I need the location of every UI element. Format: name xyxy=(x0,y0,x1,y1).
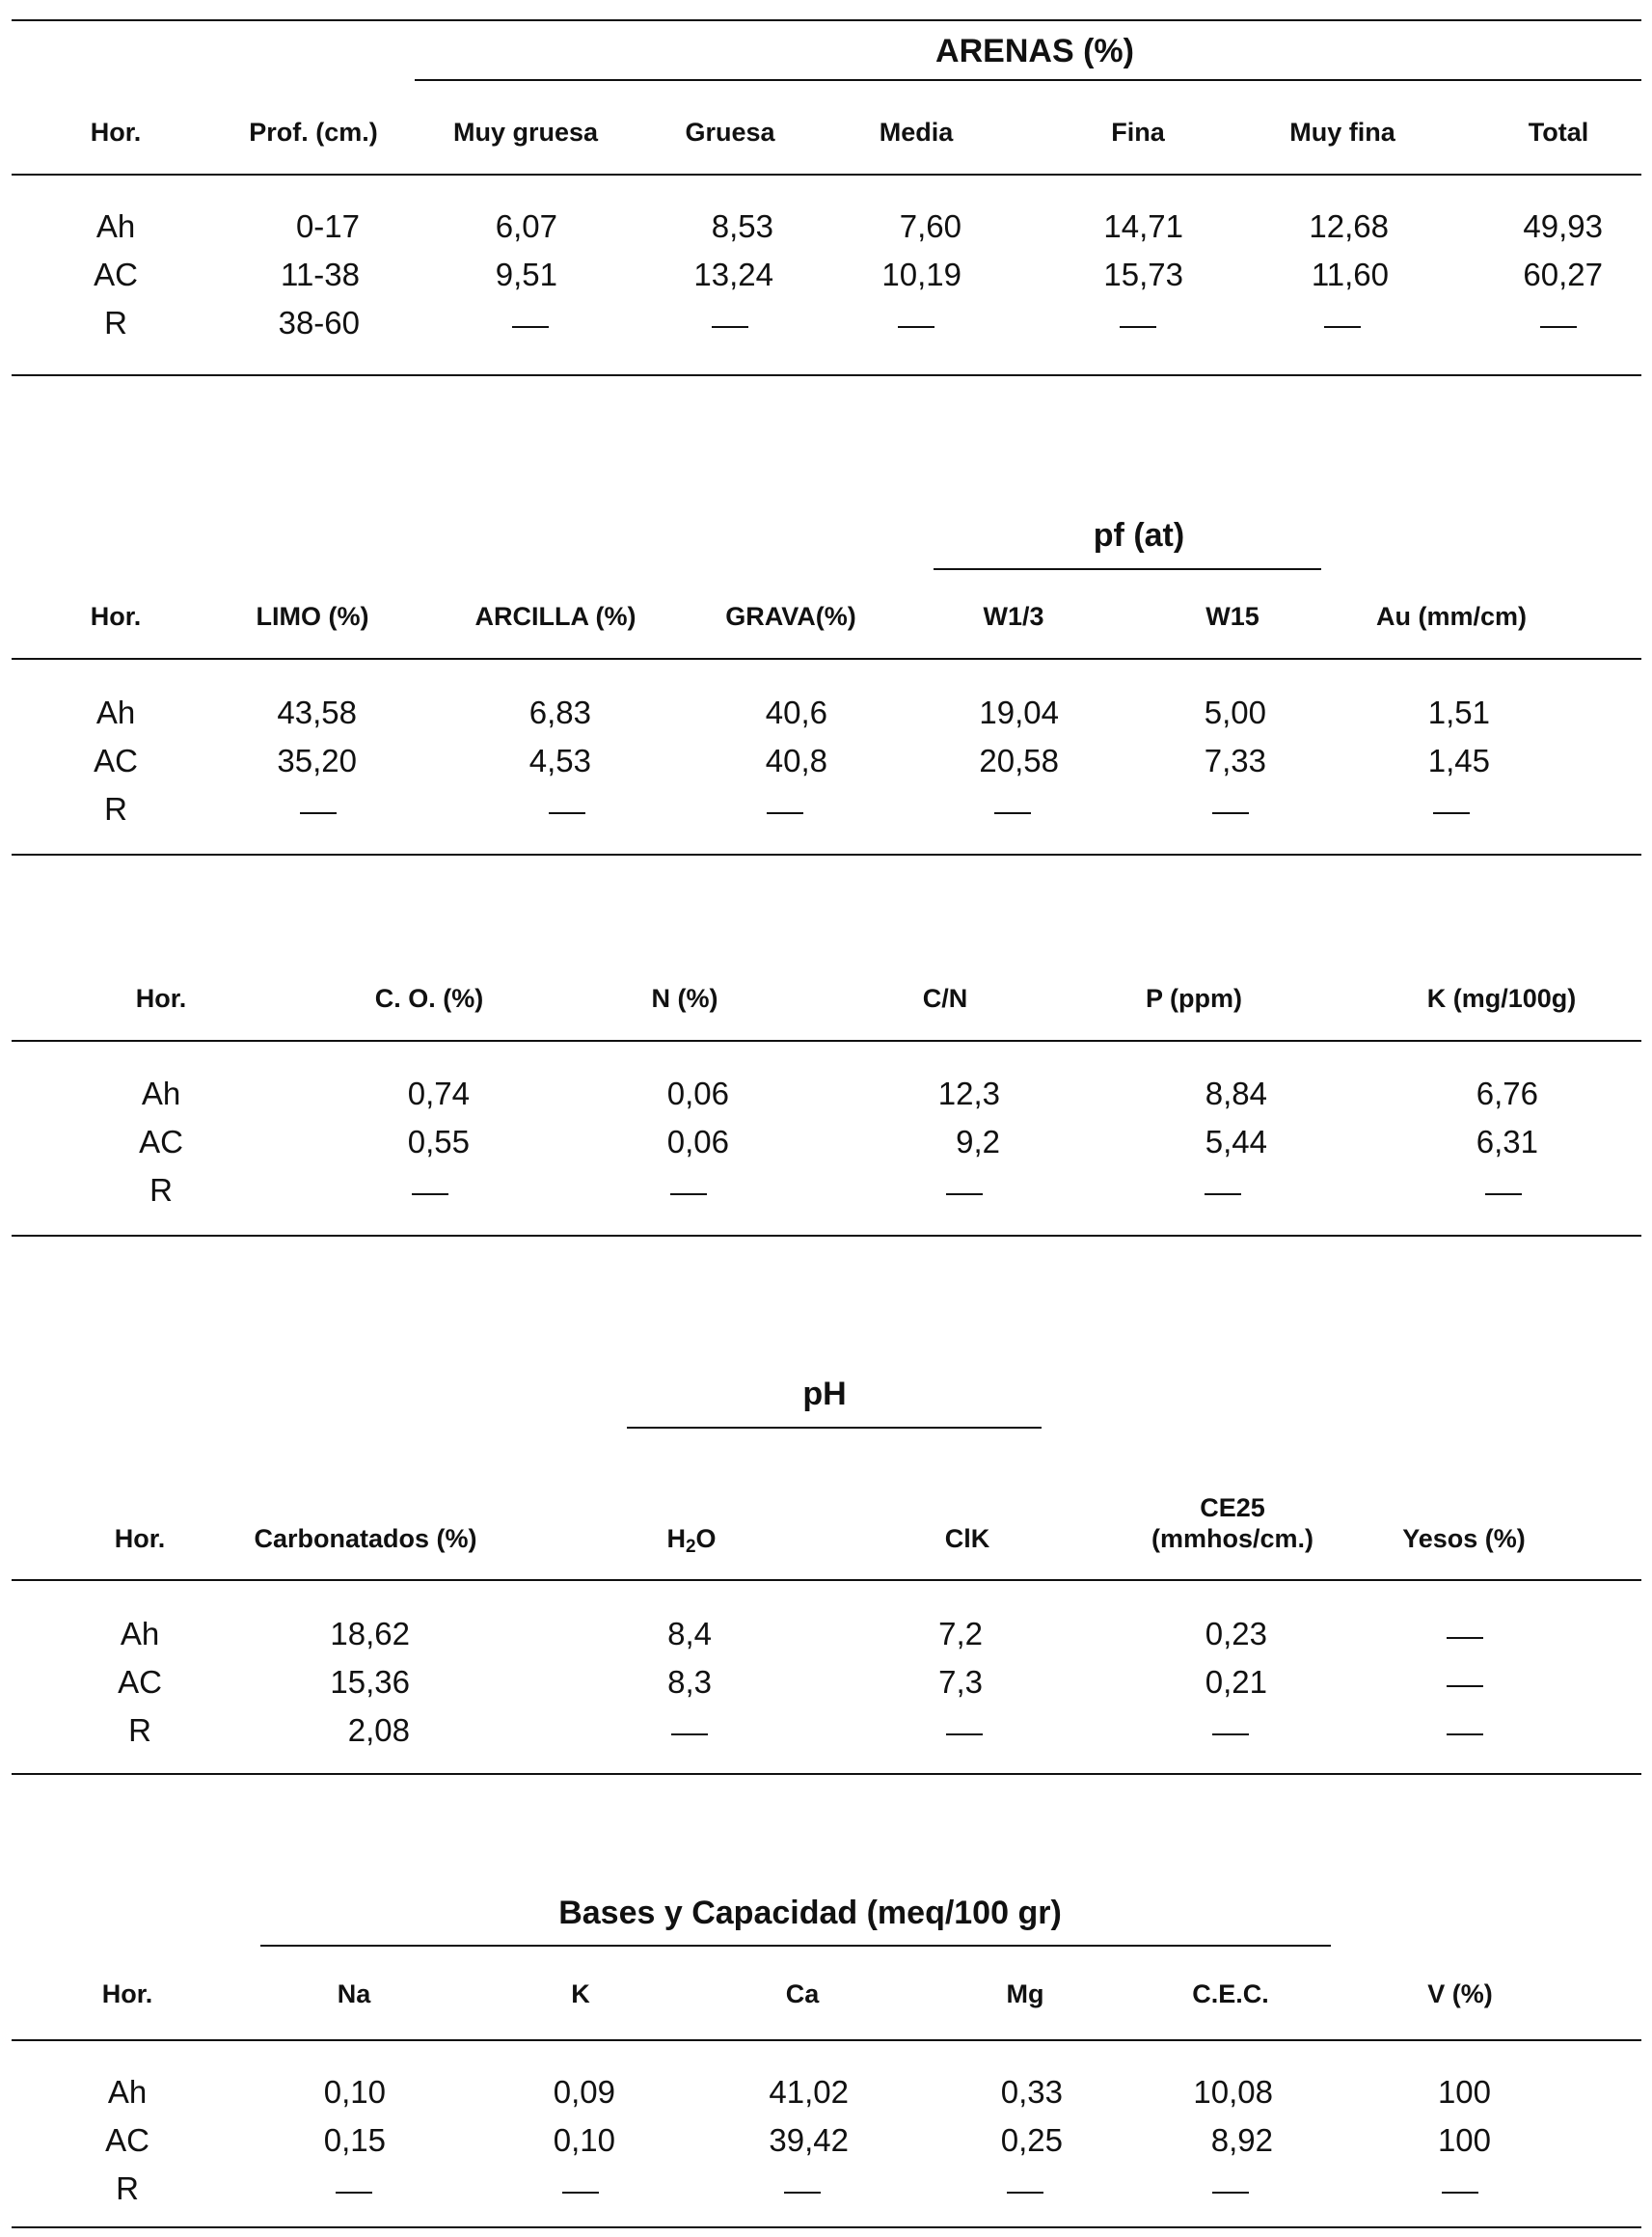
header-prof: Prof. (cm.) xyxy=(249,118,378,147)
h2o-o: O xyxy=(695,1524,717,1553)
header-muy-gruesa: Muy gruesa xyxy=(452,118,599,147)
empty-dash xyxy=(712,326,748,328)
header-k: K (mg/100g) xyxy=(1426,984,1577,1013)
empty-dash xyxy=(512,326,549,328)
cell-v: 100 xyxy=(1437,2122,1491,2158)
cell-ca: 41,02 xyxy=(769,2074,849,2110)
cell-h2o: 8,4 xyxy=(667,1616,712,1651)
empty-dash xyxy=(1212,812,1249,814)
empty-dash xyxy=(1120,326,1156,328)
header-arcilla: ARCILLA (%) xyxy=(474,602,636,631)
group-rule xyxy=(627,1427,1042,1429)
empty-dash xyxy=(1205,1193,1241,1195)
cell-n: 0,06 xyxy=(666,1076,729,1111)
h2o-subscript: 2 xyxy=(685,1537,696,1557)
bottom-rule xyxy=(12,2226,1641,2228)
cell-p: 5,44 xyxy=(1205,1124,1267,1159)
empty-dash xyxy=(946,1733,983,1735)
cell-ca: 39,42 xyxy=(769,2122,849,2158)
cell-k: 6,76 xyxy=(1476,1076,1538,1111)
cell-hor: R xyxy=(128,1712,151,1748)
header-gruesa: Gruesa xyxy=(685,118,775,147)
header-yesos: Yesos (%) xyxy=(1402,1524,1526,1553)
cell-carbonatados: 15,36 xyxy=(330,1664,410,1700)
cell-hor: Ah xyxy=(141,1076,181,1111)
header-hor: Hor. xyxy=(135,984,187,1013)
group-title: ARENAS (%) xyxy=(935,33,1134,69)
empty-dash xyxy=(671,1733,708,1735)
cell-clk: 7,2 xyxy=(938,1616,983,1651)
header-ce25-unit: (mmhos/cm.) xyxy=(1151,1524,1314,1553)
cell-media: 10,19 xyxy=(881,257,961,292)
cell-w13: 19,04 xyxy=(979,695,1059,730)
empty-dash xyxy=(946,1193,983,1195)
header-na: Na xyxy=(337,1979,371,2008)
empty-dash xyxy=(1540,326,1577,328)
bottom-rule xyxy=(12,1235,1641,1237)
bottom-rule xyxy=(12,854,1641,856)
cell-hor: Ah xyxy=(95,695,136,730)
cell-hor: Ah xyxy=(107,2074,148,2110)
empty-dash xyxy=(300,812,337,814)
empty-dash xyxy=(670,1193,707,1195)
cell-grava: 40,6 xyxy=(765,695,827,730)
empty-dash xyxy=(1442,2192,1478,2194)
cell-hor: AC xyxy=(118,1664,162,1700)
cell-hor: AC xyxy=(139,1124,183,1159)
cell-h2o: 8,3 xyxy=(667,1664,712,1700)
header-w15: W15 xyxy=(1205,602,1259,631)
cell-k: 0,09 xyxy=(553,2074,615,2110)
cell-muy-fina: 11,60 xyxy=(1311,257,1389,292)
cell-co: 0,55 xyxy=(407,1124,470,1159)
cell-w15: 5,00 xyxy=(1204,695,1266,730)
cell-mg: 0,25 xyxy=(1000,2122,1063,2158)
cell-k: 0,10 xyxy=(553,2122,615,2158)
header-total: Total xyxy=(1528,118,1589,147)
header-n: N (%) xyxy=(651,984,718,1013)
cell-hor: Ah xyxy=(95,208,136,244)
header-v: V (%) xyxy=(1427,1979,1493,2008)
header-rule xyxy=(12,1579,1641,1581)
header-k: K xyxy=(571,1979,590,2008)
cell-na: 0,10 xyxy=(323,2074,386,2110)
cell-media: 7,60 xyxy=(899,208,961,244)
empty-dash xyxy=(412,1193,448,1195)
cell-muy-gruesa: 6,07 xyxy=(495,208,557,244)
cell-hor: AC xyxy=(94,743,138,778)
empty-dash xyxy=(898,326,934,328)
cell-ce25: 0,23 xyxy=(1205,1616,1267,1651)
header-rule xyxy=(12,174,1641,176)
header-hor: Hor. xyxy=(90,602,142,631)
empty-dash xyxy=(1447,1733,1483,1735)
header-muy-fina: Muy fina xyxy=(1289,118,1395,147)
empty-dash xyxy=(562,2192,599,2194)
cell-arcilla: 4,53 xyxy=(528,743,591,778)
header-ca: Ca xyxy=(785,1979,820,2008)
header-rule xyxy=(12,658,1641,660)
header-p: P (ppm) xyxy=(1146,984,1242,1013)
group-title: pH xyxy=(802,1376,847,1412)
header-limo: LIMO (%) xyxy=(256,602,369,631)
cell-prof: 0-17 xyxy=(295,208,360,244)
cell-clk: 7,3 xyxy=(938,1664,983,1700)
header-hor: Hor. xyxy=(114,1524,166,1553)
header-cec: C.E.C. xyxy=(1192,1979,1269,2008)
h2o-h: H xyxy=(666,1524,686,1553)
empty-dash xyxy=(994,812,1031,814)
cell-fina: 15,73 xyxy=(1103,257,1183,292)
cell-n: 0,06 xyxy=(666,1124,729,1159)
cell-v: 100 xyxy=(1437,2074,1491,2110)
empty-dash xyxy=(336,2192,372,2194)
cell-cn: 12,3 xyxy=(937,1076,1000,1111)
cell-w13: 20,58 xyxy=(979,743,1059,778)
header-mg: Mg xyxy=(1006,1979,1044,2008)
cell-carbonatados: 2,08 xyxy=(347,1712,410,1748)
cell-hor: R xyxy=(116,2170,139,2206)
header-w13: W1/3 xyxy=(983,602,1044,631)
header-fina: Fina xyxy=(1111,118,1165,147)
header-carbonatados: Carbonatados (%) xyxy=(254,1524,477,1553)
empty-dash xyxy=(549,812,585,814)
cell-grava: 40,8 xyxy=(765,743,827,778)
header-co: C. O. (%) xyxy=(374,984,484,1013)
cell-gruesa: 13,24 xyxy=(693,257,773,292)
cell-prof: 38-60 xyxy=(278,305,360,341)
empty-dash xyxy=(784,2192,821,2194)
cell-total: 60,27 xyxy=(1523,257,1603,292)
cell-prof: 11-38 xyxy=(281,257,360,292)
empty-dash xyxy=(1485,1193,1522,1195)
empty-dash xyxy=(1447,1685,1483,1687)
group-rule xyxy=(934,568,1321,570)
cell-au: 1,45 xyxy=(1427,743,1490,778)
cell-na: 0,15 xyxy=(323,2122,386,2158)
header-ce25: CE25 xyxy=(1200,1493,1265,1522)
group-title: Bases y Capacidad (meq/100 gr) xyxy=(558,1895,1062,1931)
cell-total: 49,93 xyxy=(1523,208,1603,244)
bottom-rule xyxy=(12,374,1641,376)
cell-cn: 9,2 xyxy=(956,1124,1000,1159)
cell-mg: 0,33 xyxy=(1000,2074,1063,2110)
cell-gruesa: 8,53 xyxy=(711,208,773,244)
group-rule xyxy=(260,1945,1331,1947)
cell-au: 1,51 xyxy=(1427,695,1490,730)
cell-hor: AC xyxy=(94,257,138,292)
empty-dash xyxy=(1447,1637,1483,1639)
cell-arcilla: 6,83 xyxy=(528,695,591,730)
cell-hor: Ah xyxy=(120,1616,160,1651)
cell-cec: 10,08 xyxy=(1193,2074,1273,2110)
cell-muy-fina: 12,68 xyxy=(1309,208,1389,244)
header-hor: Hor. xyxy=(90,118,142,147)
cell-k: 6,31 xyxy=(1476,1124,1538,1159)
header-grava: GRAVA(%) xyxy=(725,602,856,631)
cell-muy-gruesa: 9,51 xyxy=(495,257,557,292)
cell-limo: 43,58 xyxy=(277,695,357,730)
empty-dash xyxy=(1212,2192,1249,2194)
cell-co: 0,74 xyxy=(407,1076,470,1111)
header-media: Media xyxy=(879,118,954,147)
cell-limo: 35,20 xyxy=(277,743,357,778)
empty-dash xyxy=(1007,2192,1043,2194)
cell-hor: R xyxy=(104,305,127,341)
empty-dash xyxy=(767,812,803,814)
empty-dash xyxy=(1433,812,1470,814)
group-title: pf (at) xyxy=(1093,517,1185,554)
cell-fina: 14,71 xyxy=(1103,208,1183,244)
top-rule xyxy=(12,19,1641,21)
header-cn: C/N xyxy=(922,984,968,1013)
header-au: Au (mm/cm) xyxy=(1375,602,1528,631)
cell-w15: 7,33 xyxy=(1204,743,1266,778)
cell-carbonatados: 18,62 xyxy=(330,1616,410,1651)
cell-hor: AC xyxy=(105,2122,149,2158)
empty-dash xyxy=(1212,1733,1249,1735)
group-rule xyxy=(415,79,1641,81)
header-rule xyxy=(12,2039,1641,2041)
header-hor: Hor. xyxy=(101,1979,153,2008)
header-h2o xyxy=(666,1524,716,1558)
header-rule xyxy=(12,1040,1641,1042)
cell-cec: 8,92 xyxy=(1210,2122,1273,2158)
cell-hor: R xyxy=(149,1172,173,1208)
cell-hor: R xyxy=(104,791,127,827)
empty-dash xyxy=(1324,326,1361,328)
bottom-rule xyxy=(12,1773,1641,1775)
cell-p: 8,84 xyxy=(1205,1076,1267,1111)
header-clk: ClK xyxy=(944,1524,990,1553)
cell-ce25: 0,21 xyxy=(1205,1664,1267,1700)
